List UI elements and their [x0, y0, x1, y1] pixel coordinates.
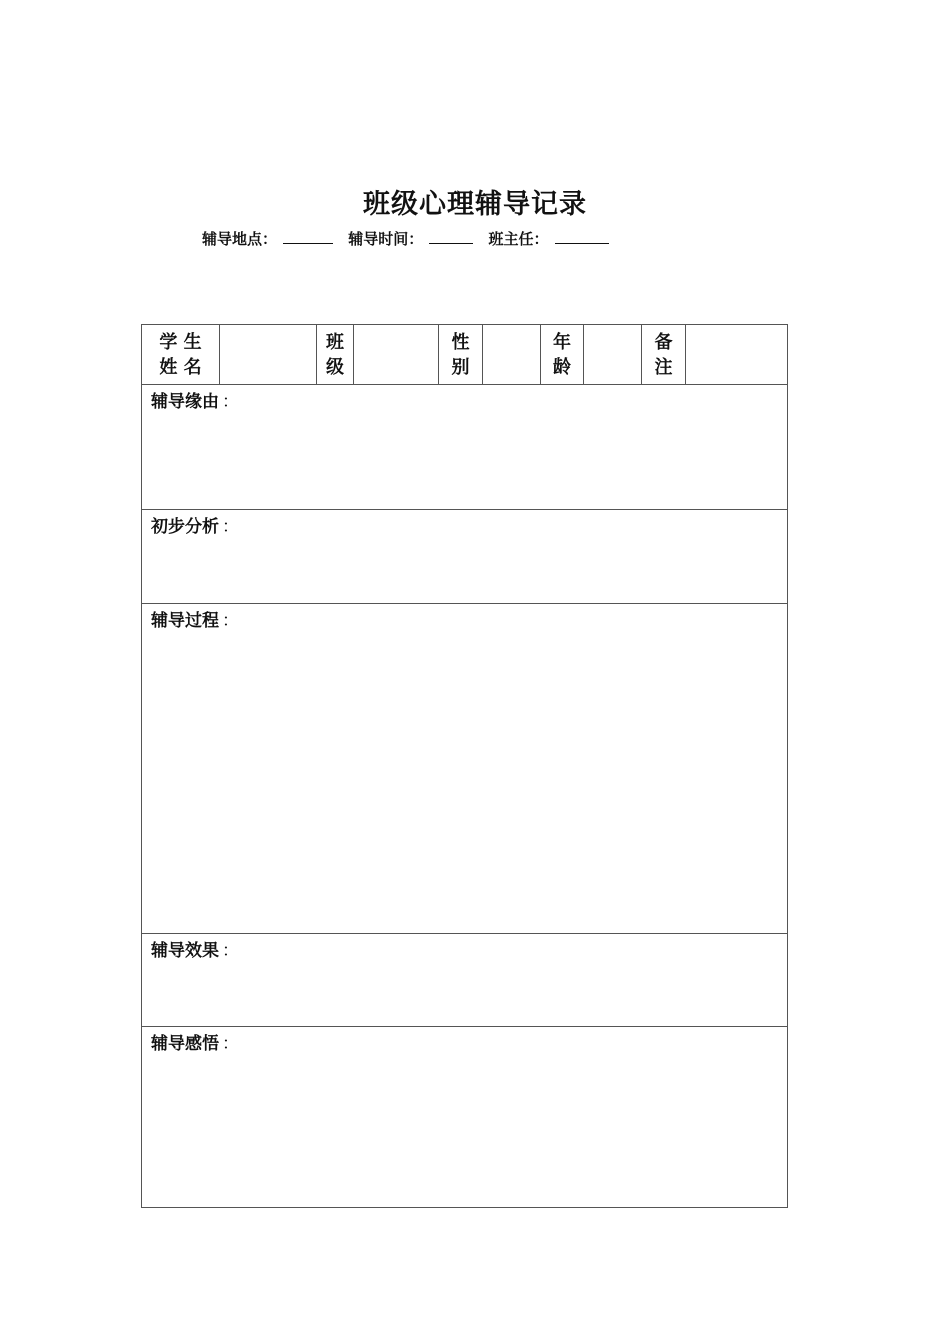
analysis-row	[142, 510, 788, 604]
age-label: 年 龄	[541, 325, 584, 385]
reflection-section[interactable]: 辅导感悟 ：	[142, 1027, 788, 1208]
time-blank[interactable]	[429, 229, 473, 244]
note-cell[interactable]	[686, 325, 788, 385]
student-name-label: 学 生 姓 名	[142, 325, 220, 385]
effect-label: 辅导效果	[151, 941, 219, 961]
effect-section[interactable]: 辅导效果 ：	[142, 934, 788, 1027]
process-row	[142, 604, 788, 934]
record-table	[141, 324, 788, 1208]
student-name-cell[interactable]	[220, 325, 317, 385]
reason-label: 辅导缘由	[151, 392, 219, 412]
note-label: 备 注	[642, 325, 686, 385]
location-field	[202, 228, 333, 249]
location-label: 辅导地点：	[202, 230, 278, 248]
process-label: 辅导过程	[151, 611, 219, 631]
reason-row	[142, 385, 788, 510]
student-info-row	[142, 325, 788, 385]
class-cell[interactable]	[354, 325, 439, 385]
teacher-field	[489, 228, 609, 249]
teacher-blank[interactable]	[555, 229, 609, 244]
gender-cell[interactable]	[483, 325, 541, 385]
effect-row	[142, 934, 788, 1027]
class-label: 班 级	[317, 325, 354, 385]
time-field	[348, 228, 473, 249]
process-section[interactable]: 辅导过程 ：	[142, 604, 788, 934]
age-cell[interactable]	[584, 325, 642, 385]
teacher-label: 班主任：	[488, 230, 549, 248]
reason-section[interactable]: 辅导缘由 ：	[142, 385, 788, 510]
time-label: 辅导时间：	[348, 230, 424, 248]
page-title: 班级心理辅导记录	[363, 189, 587, 220]
analysis-section[interactable]: 初步分析 ：	[142, 510, 788, 604]
meta-line	[202, 228, 619, 249]
gender-label: 性 别	[439, 325, 483, 385]
location-blank[interactable]	[283, 229, 333, 244]
reflection-row	[142, 1027, 788, 1208]
analysis-label: 初步分析	[151, 517, 219, 537]
reflection-label: 辅导感悟	[151, 1034, 219, 1054]
